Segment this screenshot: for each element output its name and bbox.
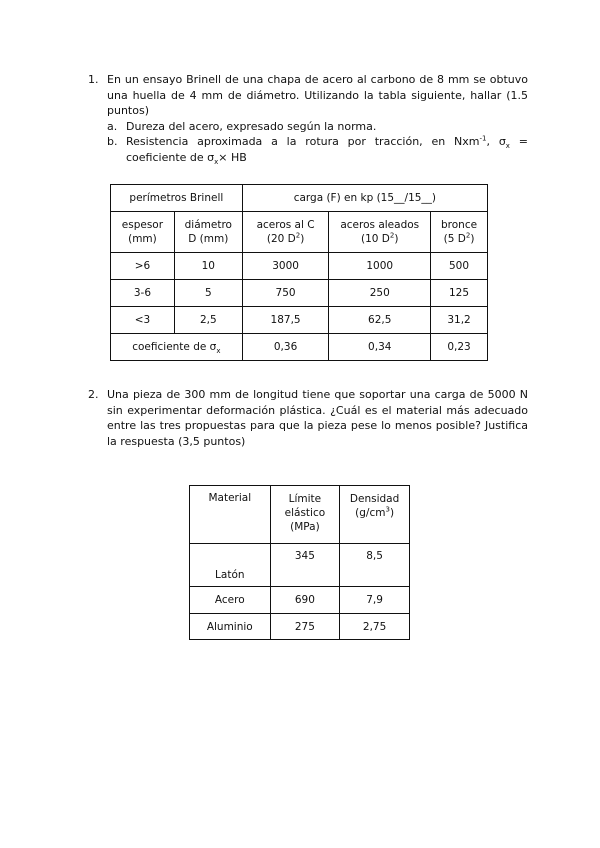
unit-exponent: -1 [479,134,487,143]
question-1b-text-pre: Resistencia aproximada a la rotura por tracción, en Nxm [126,135,480,148]
header-aceros-aleados: aceros aleados (10 $D^2$) [329,212,431,253]
table-row: Aluminio 275 2,75 [190,614,410,640]
header-bronce: bronce (5 $D^2$) [431,212,488,253]
materials-table [189,485,410,640]
question-2 [88,387,528,449]
question-1b-text-post: = coeficiente de σ [126,135,528,164]
question-1 [88,72,528,165]
header-material: Material [190,486,271,544]
question-2-number: 2. [88,388,99,401]
header-carga: carga (F) en kp (15__/15__) [242,185,487,212]
header-espesor: espesor (mm) [111,212,175,253]
table-row: <3 2,5 187,5 62,5 31,2 [111,307,488,334]
question-1a [107,119,528,135]
header-densidad: Densidad $(g/cm^3)$ [340,486,410,544]
table-row: >6 10 3000 1000 500 [111,253,488,280]
table-row: Acero 690 7,9 [190,587,410,614]
header-brinell: perímetros Brinell [111,185,243,212]
coeficiente-row: coeficiente de $\sigma_x$ 0,36 0,34 0,23 [111,334,488,361]
question-1a-label: a. [107,119,118,133]
brinell-table [110,184,488,361]
question-1-text: En un ensayo Brinell de una chapa de acero al carbono de 8 mm se obtuvo una huella de 4 mm de diámetro. Utilizando la tabla siguiente, hallar (1.5 puntos) [107,73,528,117]
sigma-subscript: x [505,142,510,151]
table-row: 3-6 5 750 250 125 [111,280,488,307]
question-1b-text-mid: , σ [486,135,506,148]
coeficiente-label: coeficiente de $\sigma_x$ [111,334,243,361]
question-1b-label: b. [107,135,118,148]
question-1b-text-end: × HB [218,150,247,164]
header-diametro: diámetro D (mm) [174,212,242,253]
question-2-text: Una pieza de 300 mm de longitud tiene que soportar una carga de 5000 N sin experimentar deformación plástica. ¿Cuál es el material más adecuado entre las tres propuestas para que la pieza pese lo menos posible? Justifica la respuesta (3,5 puntos) [107,388,528,448]
header-limite: Límite elástico (MPa) [270,486,340,544]
header-aceros-c: aceros al C (20 $D^2$) [242,212,329,253]
question-1b [107,134,528,165]
question-1-number: 1. [88,73,99,86]
table-row: Latón 345 8,5 [190,544,410,587]
sigma-subscript: x [214,157,219,166]
question-1a-text: Dureza del acero, expresado según la norma. [126,119,377,133]
